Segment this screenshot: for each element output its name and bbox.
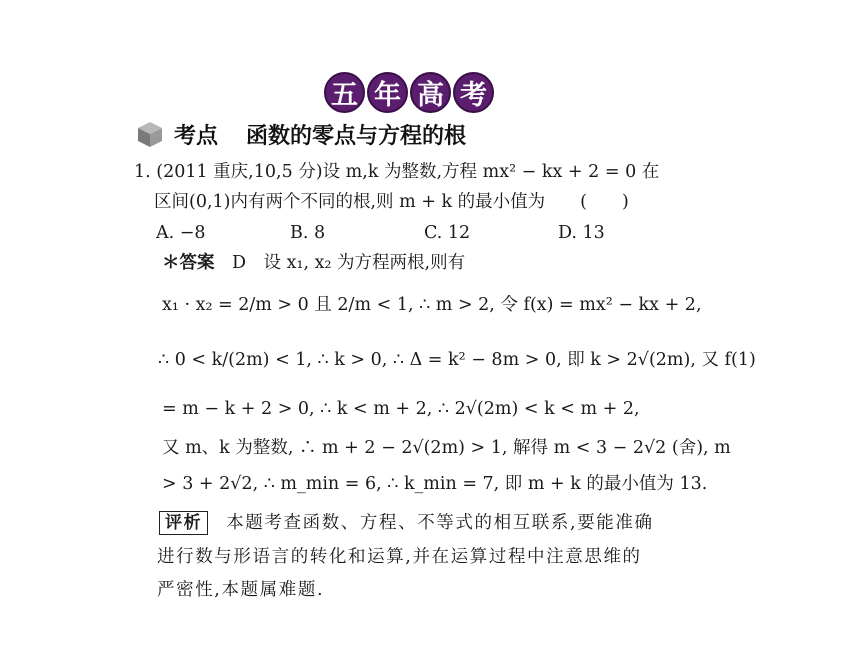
banner-char: 高 — [410, 72, 451, 113]
problem-line-1: 1. (2011 重庆,10,5 分)设 m,k 为整数,方程 mx² − kx + 2 = 0 在 — [134, 162, 660, 182]
comment-label: 评析 — [159, 511, 208, 535]
problem-line-2: 区间(0,1)内有两个不同的根,则 m + k 的最小值为 ( ) — [154, 192, 629, 212]
answer-line-4: 又 m、k 为整数, ∴ m + 2 − 2√(2m) > 1, 解得 m < 3 − 2√2 (舍), m — [162, 438, 731, 458]
kaodian-heading — [136, 118, 466, 150]
option-d: D. 13 — [558, 223, 605, 243]
answer-line-5: > 3 + 2√2, ∴ m_min = 6, ∴ k_min = 7, 即 m + k 的最小值为 13. — [162, 474, 708, 494]
kaodian-topic: 函数的零点与方程的根 — [246, 123, 467, 149]
comment-text: 本题考查函数、方程、不等式的相互联系,要能准确 — [226, 513, 654, 533]
answer-line-2: ∴ 0 < k/(2m) < 1, ∴ k > 0, ∴ Δ = k² − 8m > 0, 即 k > 2√(2m), 又 f(1) — [158, 350, 756, 370]
banner-char: 年 — [367, 72, 408, 113]
five-year-gaokao-banner — [324, 72, 494, 112]
comment-line-1: 进行数与形语言的转化和运算,并在运算过程中注意思维的 — [157, 547, 642, 567]
kaodian-label: 考点 — [174, 123, 219, 149]
comment-line-2: 严密性,本题属难题. — [157, 580, 325, 600]
answer-line-3: = m − k + 2 > 0, ∴ k < m + 2, ∴ 2√(2m) < k < m + 2, — [162, 399, 640, 419]
answer-line-0 — [162, 251, 465, 275]
cube-icon — [136, 120, 164, 148]
comment-line-0 — [159, 511, 654, 535]
answer-line-1: x₁ · x₂ = 2/m > 0 且 2/m < 1, ∴ m > 2, 令 f(x) = mx² − kx + 2, — [162, 295, 702, 315]
banner-char: 五 — [324, 72, 365, 113]
option-c: C. 12 — [424, 223, 471, 243]
option-b: B. 8 — [290, 223, 326, 243]
banner-char: 考 — [453, 72, 494, 113]
answer-label: ＊答案 — [162, 253, 215, 273]
options-row — [156, 221, 605, 245]
option-a: A. −8 — [156, 223, 206, 243]
answer-text: D 设 x₁, x₂ 为方程两根,则有 — [232, 253, 466, 273]
